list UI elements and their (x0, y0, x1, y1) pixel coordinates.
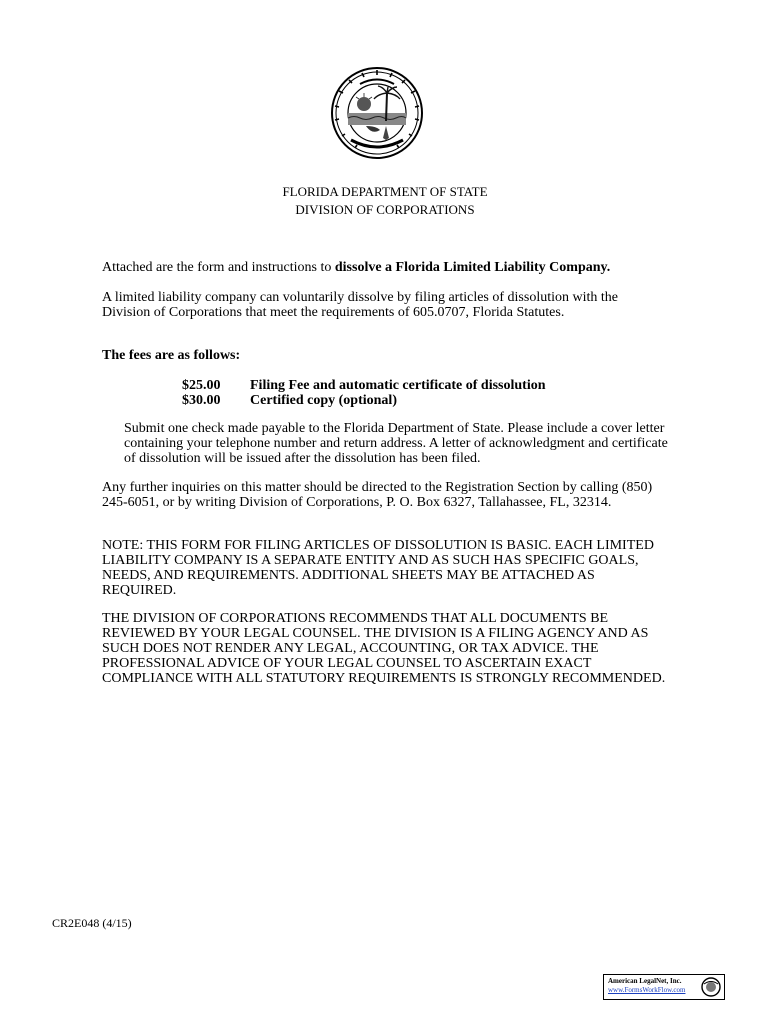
fees-heading: The fees are as follows: (102, 348, 241, 363)
florida-state-seal (330, 66, 424, 160)
division-title: DIVISION OF CORPORATIONS (295, 202, 475, 217)
publisher-name: American LegalNet, Inc. (608, 977, 682, 985)
fee-amount: $25.00 (182, 378, 221, 393)
inquiries-paragraph: Any further inquiries on this matter should be directed to the Registration Section by calling (850) 245-6051, or by writing Division of Corporations, P. O. Box 6327, Tallahassee, FL, 32314. (102, 480, 653, 510)
publisher-link[interactable]: www.FormsWorkFlow.com (608, 986, 686, 994)
intro-bold-text: dissolve a Florida Limited Liability Company. (334, 260, 611, 275)
intro-prefix: Attached are the form and instructions to (102, 260, 335, 275)
fee-label: Certified copy (optional) (250, 393, 397, 408)
intro-paragraph (102, 260, 672, 275)
fee-amount: $30.00 (182, 393, 221, 408)
submit-instructions: Submit one check made payable to the Florida Department of State. Please include a cover letter containing your telephone number and return address. A letter of acknowledgment and certificate of dissolution will be issued after the dissolution has been filed. (124, 421, 668, 466)
note-paragraph: NOTE: THIS FORM FOR FILING ARTICLES OF DISSOLUTION IS BASIC. EACH LIMITED LIABILITY COMPANY IS A SEPARATE ENTITY AND AS SUCH HAS SPECIFIC GOALS, NEEDS, AND REQUIREMENTS. ADDITIONAL SHEETS MAY BE ATTACHED AS REQUIRED. (102, 538, 654, 598)
department-title: FLORIDA DEPARTMENT OF STATE (282, 184, 488, 199)
fee-row (182, 378, 546, 393)
publisher-badge (603, 974, 725, 1000)
form-number: CR2E048 (4/15) (52, 916, 132, 930)
recommendation-paragraph: THE DIVISION OF CORPORATIONS RECOMMENDS THAT ALL DOCUMENTS BE REVIEWED BY YOUR LEGAL COUNSEL. THE DIVISION IS A FILING AGENCY AND AS SUCH DOES NOT RENDER ANY LEGAL, ACCOUNTING, OR TAX ADVICE. THE PROFESSIONAL ADVICE OF YOUR LEGAL COUNSEL TO ASCERTAIN EXACT COMPLIANCE WITH ALL STATUTORY REQUIREMENTS IS STRONGLY RECOMMENDED. (102, 611, 666, 686)
fee-row (182, 393, 397, 408)
fee-label: Filing Fee and automatic certificate of dissolution (250, 378, 546, 393)
globe-icon (701, 977, 721, 997)
dissolution-description: A limited liability company can voluntarily dissolve by filing articles of dissolution with the Division of Corporations that meet the requirements of 605.0707, Florida Statutes. (102, 290, 618, 320)
